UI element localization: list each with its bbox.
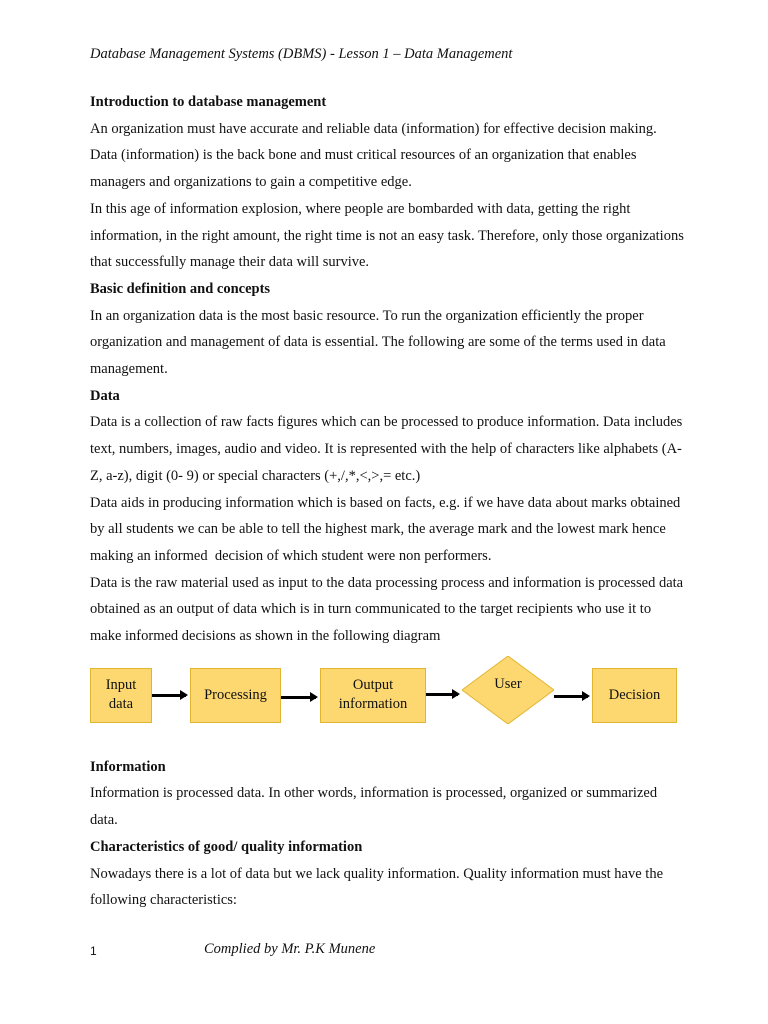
diagram-node-processing (190, 668, 281, 723)
processing-label: Processing (204, 686, 267, 703)
data-flow-diagram (90, 656, 685, 743)
user-label: User (494, 676, 522, 693)
information-paragraph: Information is processed data. In other words, information is processed, organized or summarized data. (90, 785, 658, 829)
output-line-2: information (338, 696, 408, 713)
footer-credit: Complied by Mr. P.K Munene (204, 941, 376, 957)
basic-definitions-paragraph: In an organization data is the most basic resource. To run the organization efficiently the proper organization and management of data is essential. The following are some of the terms used in data management. (90, 307, 666, 378)
basic-definitions-heading: Basic definition and concepts (90, 280, 271, 297)
information-heading: Information (90, 758, 166, 775)
intro-paragraph-1: An organization must have accurate and reliable data (information) for effective decision making. Data (information) is the back bone and must critical resources of an organization that enables managers and organizations to gain a competitive edge. (90, 120, 657, 191)
diagram-node-output-information (320, 668, 426, 723)
arrow-right-icon (554, 695, 588, 698)
arrow-right-icon (426, 693, 458, 696)
arrow-right-icon (152, 694, 186, 697)
arrow-right-icon (281, 696, 316, 699)
characteristics-paragraph: Nowadays there is a lot of data but we lack quality information. Quality information must have the following characteristics: (90, 865, 664, 909)
data-paragraph-2: Data aids in producing information which is based on facts, e.g. if we have data about marks obtained by all students we can be able to tell the highest mark, the average mark and the lowest mark hence making an informed decision of which student were non performers. (90, 494, 681, 564)
data-paragraph-1: Data is a collection of raw facts figures which can be processed to produce information. Data includes text, numbers, images, audio and video. It is represented with the help of characters like alphabets (A-Z, a-z), digit (0- 9) or special characters (+,/,*,<,>,= etc.) (90, 414, 683, 484)
intro-heading: Introduction to database management (90, 94, 327, 110)
characteristics-heading: Characteristics of good/ quality information (90, 838, 363, 855)
running-header: Database Management Systems (DBMS) - Lesson 1 – Data Management (90, 46, 513, 62)
diagram-node-user (462, 656, 554, 724)
page-number: 1 (90, 944, 97, 958)
data-heading: Data (90, 387, 120, 404)
intro-paragraph-2: In this age of information explosion, where people are bombarded with data, getting the right information, in the right amount, the right time is not an easy task. Therefore, only those organizations that successfully manage their data will survive. (90, 200, 684, 271)
data-paragraph-3: Data is the raw material used as input to the data processing process and information is processed data obtained as an output of data which is in turn communicated to the target recipients who use it to make informed decisions as shown in the following diagram (90, 574, 684, 645)
diagram-node-input-data (90, 668, 152, 723)
page-content (90, 89, 685, 914)
output-line-1: Output (352, 677, 394, 694)
decision-label: Decision (608, 686, 661, 703)
input-data-line-1: Input (105, 677, 137, 694)
input-data-line-2: data (108, 696, 134, 713)
diagram-node-decision (592, 668, 677, 723)
